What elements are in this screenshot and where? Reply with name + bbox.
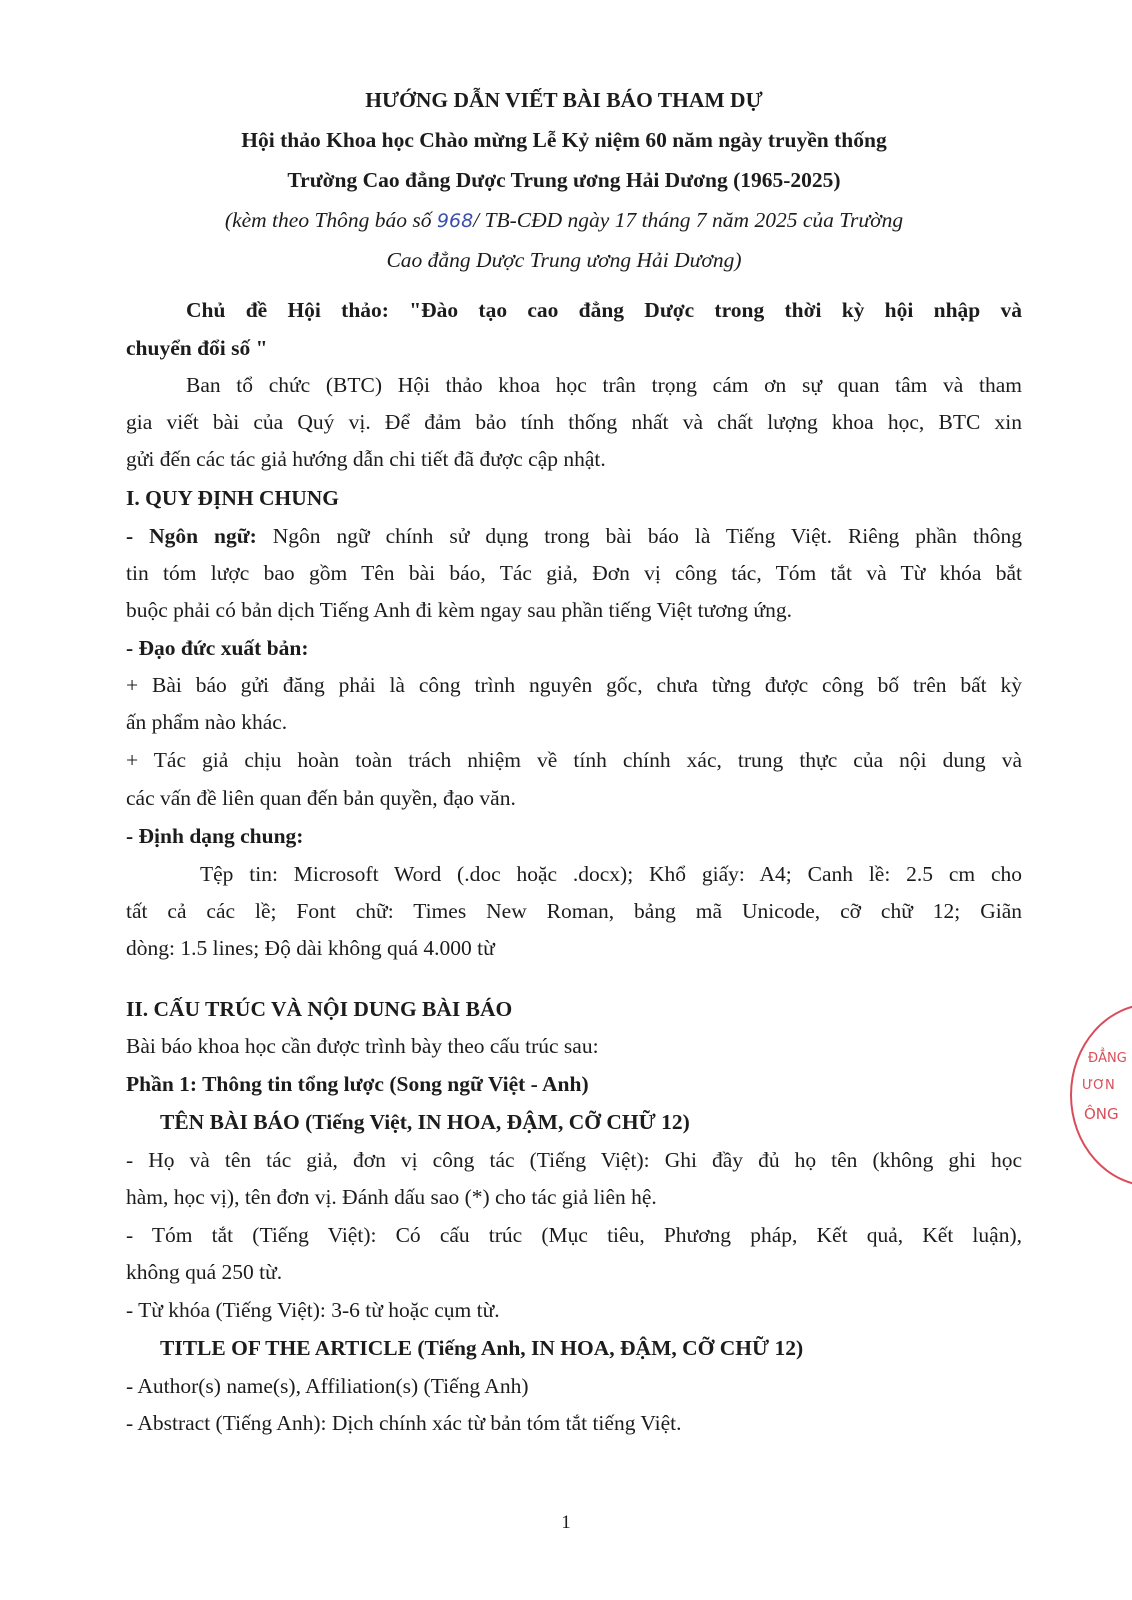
stamp-text-1: ĐẲNG <box>1088 1051 1127 1066</box>
en-title-instruction: TITLE OF THE ARTICLE (Tiếng Anh, IN HOA, ĐẬM, CỠ CHỮ 12) <box>160 1336 804 1360</box>
reference-number: 968 <box>436 210 474 232</box>
format-line-3: dòng: 1.5 lines; Độ dài không quá 4.000 từ <box>126 936 495 960</box>
stamp-text-2: ƯƠN <box>1082 1078 1115 1093</box>
vn-author-line-2: hàm, học vị), tên đơn vị. Đánh dấu sao (*) cho tác giả liên hệ. <box>126 1185 657 1209</box>
reference-line-2: Cao đẳng Dược Trung ương Hải Dương) <box>386 248 742 272</box>
language-label: - Ngôn ngữ: <box>126 524 257 548</box>
theme-line-2: chuyển đổi số " <box>126 336 268 360</box>
language-line-3: buộc phải có bản dịch Tiếng Anh đi kèm ngay sau phần tiếng Việt tương ứng. <box>126 598 792 622</box>
section-1-heading: I. QUY ĐỊNH CHUNG <box>126 486 340 510</box>
en-author: - Author(s) name(s), Affiliation(s) (Tiếng Anh) <box>126 1374 529 1398</box>
ethics-item-2-line-2: các vấn đề liên quan đến bản quyền, đạo văn. <box>126 786 516 810</box>
language-line-2: tin tóm lược bao gồm Tên bài báo, Tác giả, Đơn vị công tác, Tóm tắt và Từ khóa bắt <box>126 561 1022 585</box>
section-2-intro: Bài báo khoa học cần được trình bày theo cấu trúc sau: <box>126 1034 599 1058</box>
intro-line-1: Ban tổ chức (BTC) Hội thảo khoa học trân trọng cám ơn sự quan tâm và tham <box>186 373 1022 397</box>
intro-line-3: gửi đến các tác giả hướng dẫn chi tiết đã được cập nhật. <box>126 447 606 471</box>
section-2-heading: II. CẤU TRÚC VÀ NỘI DUNG BÀI BÁO <box>126 997 513 1021</box>
ethics-label: - Đạo đức xuất bản: <box>126 636 309 660</box>
page-number: 1 <box>561 1512 571 1533</box>
format-line-1: Tệp tin: Microsoft Word (.doc hoặc .docx); Khổ giấy: A4; Canh lề: 2.5 cm cho <box>200 862 1022 886</box>
reference-line-1 <box>116 206 1012 235</box>
format-label: - Định dạng chung: <box>126 824 304 848</box>
reference-prefix: (kèm theo Thông báo số <box>224 208 437 232</box>
vn-author-line-1: - Họ và tên tác giả, đơn vị công tác (Tiếng Việt): Ghi đầy đủ họ tên (không ghi học <box>126 1148 1022 1172</box>
vn-abstract-line-2: không quá 250 từ. <box>126 1260 283 1284</box>
format-line-2: tất cả các lề; Font chữ: Times New Roman, bảng mã Unicode, cỡ chữ 12; Giãn <box>126 899 1022 923</box>
ethics-item-1-line-1: + Bài báo gửi đăng phải là công trình nguyên gốc, chưa từng được công bố trên bất kỳ <box>126 673 1022 697</box>
language-text: Ngôn ngữ chính sử dụng trong bài báo là Tiếng Việt. Riêng phần thông <box>256 524 1022 548</box>
vn-title-instruction: TÊN BÀI BÁO (Tiếng Việt, IN HOA, ĐẬM, CỠ CHỮ 12) <box>160 1110 690 1134</box>
reference-suffix: / TB-CĐD ngày 17 tháng 7 năm 2025 của Trường <box>473 208 904 232</box>
ethics-item-1-line-2: ấn phẩm nào khác. <box>126 710 288 734</box>
vn-abstract-line-1: - Tóm tắt (Tiếng Việt): Có cấu trúc (Mục tiêu, Phương pháp, Kết quả, Kết luận), <box>126 1223 1022 1247</box>
theme-line-1: Chủ đề Hội thảo: "Đào tạo cao đẳng Dược trong thời kỳ hội nhập và <box>186 298 1022 322</box>
intro-line-2: gia viết bài của Quý vị. Để đảm bảo tính thống nhất và chất lượng khoa học, BTC xin <box>126 410 1022 434</box>
subtitle-line-1: Hội thảo Khoa học Chào mừng Lễ Kỷ niệm 60 năm ngày truyền thống <box>241 128 887 152</box>
document-title: HƯỚNG DẪN VIẾT BÀI BÁO THAM DỰ <box>365 88 763 112</box>
vn-keywords: - Từ khóa (Tiếng Việt): 3-6 từ hoặc cụm từ. <box>126 1298 500 1322</box>
part-1-heading: Phần 1: Thông tin tổng lược (Song ngữ Việt - Anh) <box>126 1072 589 1096</box>
language-line-1 <box>126 522 1022 550</box>
subtitle-line-2: Trường Cao đẳng Dược Trung ương Hải Dương (1965-2025) <box>287 168 841 192</box>
stamp-text-3: ÔNG <box>1084 1105 1119 1123</box>
ethics-item-2-line-1: + Tác giả chịu hoàn toàn trách nhiệm về tính chính xác, trung thực của nội dung và <box>126 748 1022 772</box>
en-abstract: - Abstract (Tiếng Anh): Dịch chính xác từ bản tóm tắt tiếng Việt. <box>126 1411 682 1435</box>
red-stamp <box>1070 1003 1132 1187</box>
